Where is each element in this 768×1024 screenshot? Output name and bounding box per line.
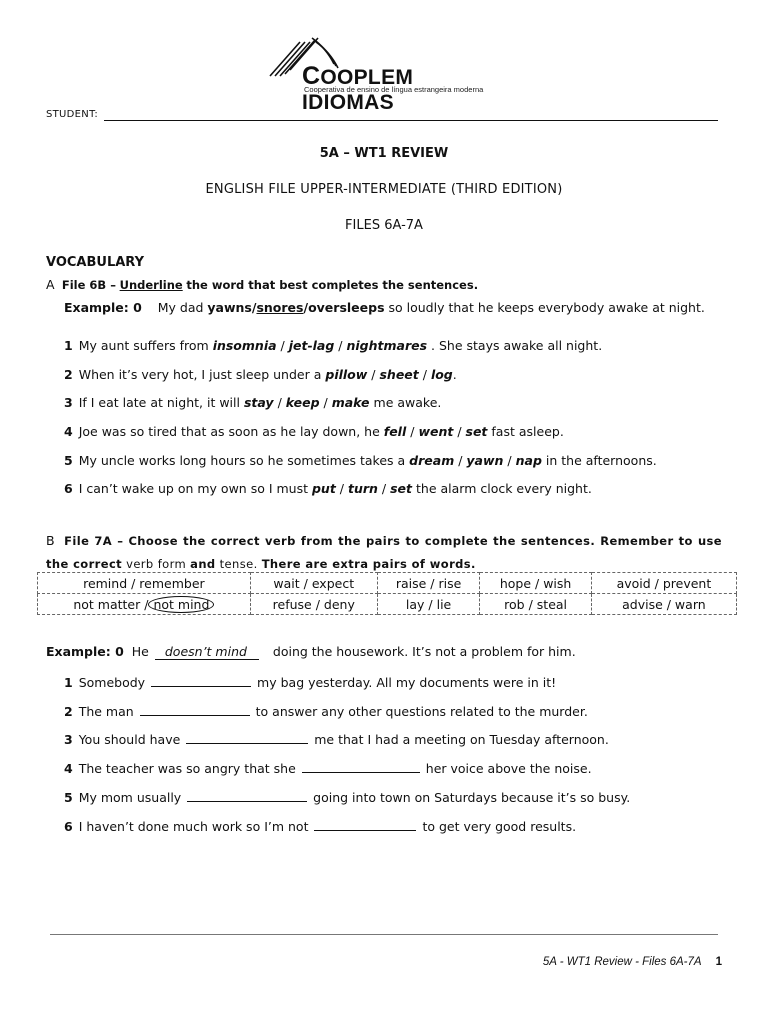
answer-blank[interactable]	[314, 817, 416, 831]
page-subtitle: ENGLISH FILE UPPER-INTERMEDIATE (THIRD EDITION)	[205, 182, 563, 197]
word-bank-cell: refuse / deny	[250, 594, 377, 615]
logo-tagline: Cooperativa de ensino de língua estrangeira moderna	[304, 85, 484, 94]
section-b-item: 6 I haven’t done much work so I’m not to get very good results.	[64, 819, 577, 834]
word-bank-row	[38, 594, 737, 615]
word-bank-cell: lay / lie	[377, 594, 480, 615]
student-name-line[interactable]	[104, 120, 718, 121]
page-footer: 5A - WT1 Review - Files 6A-7A 1	[542, 956, 722, 968]
word-bank-cell-circled: not matter / not mind	[38, 594, 251, 615]
answer-blank[interactable]	[302, 759, 420, 773]
word-bank-cell: raise / rise	[377, 573, 480, 594]
answer-blank[interactable]	[186, 730, 308, 744]
section-a-example: Example: 0 My dad yawns/snores/oversleeps so loudly that he keeps everybody awake at night.	[64, 300, 705, 315]
example-answer: doesn’t mind	[155, 644, 259, 660]
section-b-instruction: B File 7A – Choose the correct verb from the pairs to complete the sentences. Remember to use the correct verb form and tense. There are extra pairs of words.	[46, 533, 722, 571]
word-bank-cell: hope / wish	[480, 573, 591, 594]
answer-blank[interactable]	[140, 702, 250, 716]
section-b-item: 2 The man to answer any other questions related to the murder.	[64, 704, 588, 719]
section-a-item: 2 When it’s very hot, I just sleep under a pillow / sheet / log.	[64, 367, 457, 382]
section-a-item: 6 I can’t wake up on my own so I must put / turn / set the alarm clock every night.	[64, 481, 592, 496]
files-label: FILES 6A-7A	[345, 218, 423, 233]
footer-divider	[50, 934, 718, 935]
student-label: STUDENT:	[46, 109, 99, 120]
section-b-example: Example: 0 He doesn’t mind doing the housework. It’s not a problem for him.	[46, 644, 576, 659]
cooplem-logo	[268, 34, 508, 114]
answer-blank[interactable]	[151, 673, 251, 687]
page-title: 5A – WT1 REVIEW	[319, 146, 449, 161]
answer-blank[interactable]	[187, 788, 307, 802]
section-b-item: 3 You should have me that I had a meeting on Tuesday afternoon.	[64, 732, 609, 747]
circled-answer: not mind	[148, 596, 214, 613]
word-bank-table	[37, 572, 737, 615]
word-bank-cell: avoid / prevent	[591, 573, 736, 594]
vocabulary-heading: VOCABULARY	[46, 255, 145, 270]
word-bank-cell: advise / warn	[591, 594, 736, 615]
section-b-item: 4 The teacher was so angry that she her voice above the noise.	[64, 761, 592, 776]
section-a-item: 1 My aunt suffers from insomnia / jet-lag / nightmares . She stays awake all night.	[64, 338, 603, 353]
section-a-item: 5 My uncle works long hours so he sometimes takes a dream / yawn / nap in the afternoons.	[64, 453, 657, 468]
logo-brand: COOPLEM IDIOMAS	[302, 62, 414, 114]
section-b-item: 1 Somebody my bag yesterday. All my documents were in it!	[64, 675, 557, 690]
section-b-item: 5 My mom usually going into town on Saturdays because it’s so busy.	[64, 790, 631, 805]
word-bank-cell: wait / expect	[250, 573, 377, 594]
word-bank-row	[38, 573, 737, 594]
word-bank-cell: remind / remember	[38, 573, 251, 594]
section-a-instruction: A File 6B – Underline the word that best completes the sentences.	[46, 277, 479, 292]
word-bank-cell: rob / steal	[480, 594, 591, 615]
section-a-item: 3 If I eat late at night, it will stay / keep / make me awake.	[64, 395, 442, 410]
section-a-item: 4 Joe was so tired that as soon as he lay down, he fell / went / set fast asleep.	[64, 424, 564, 439]
page-number: 1	[715, 956, 722, 968]
